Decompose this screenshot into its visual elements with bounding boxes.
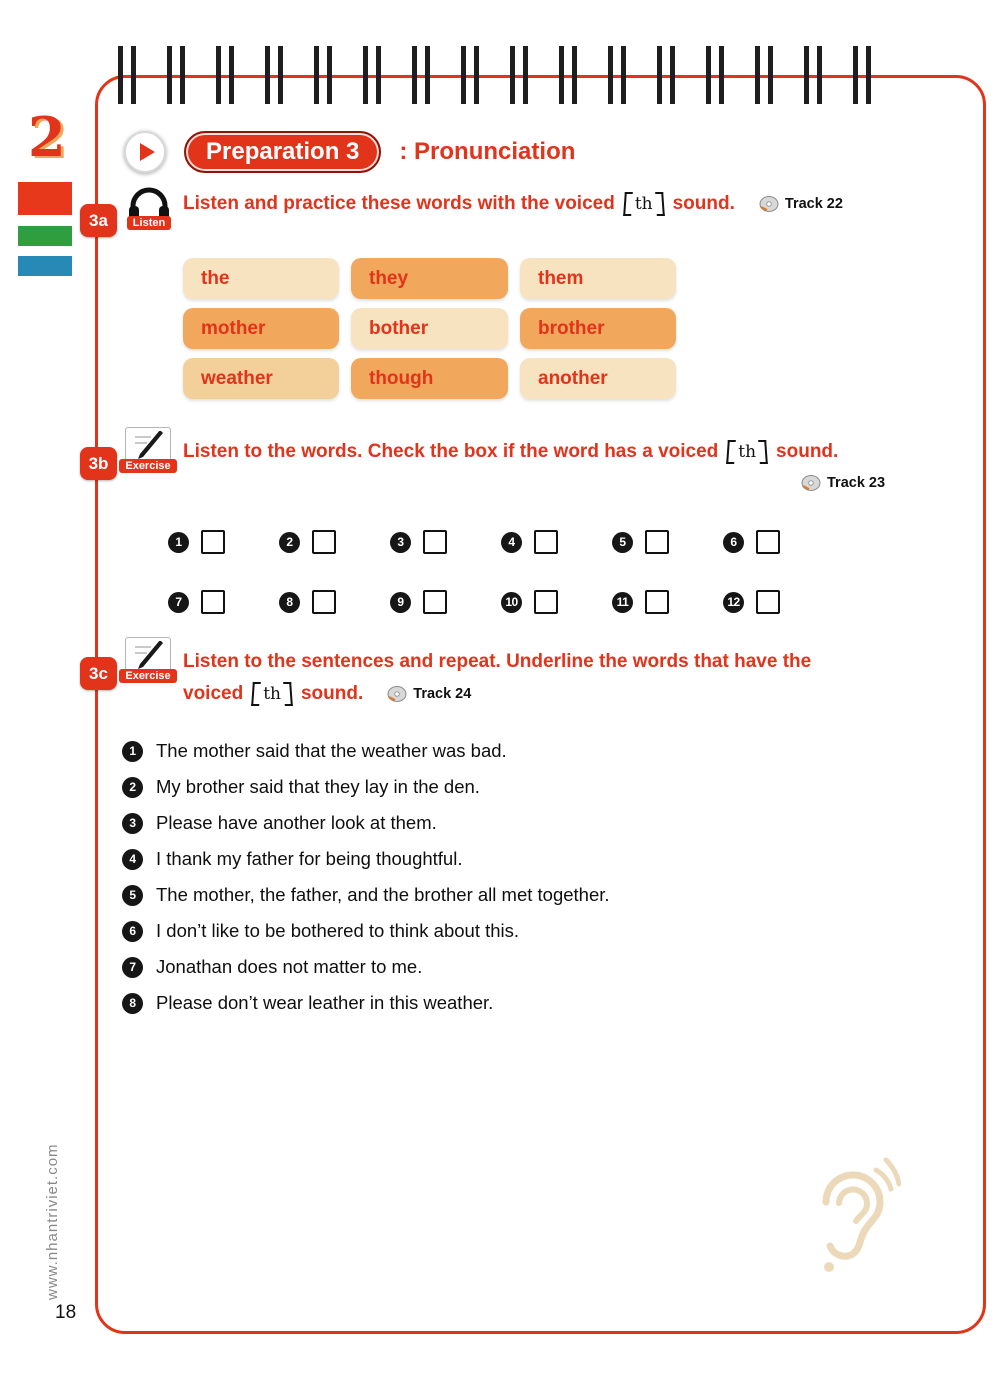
checkbox-item <box>279 530 336 554</box>
checkbox[interactable] <box>756 590 780 614</box>
bracket-right-icon <box>655 192 665 216</box>
play-button-icon[interactable] <box>124 131 166 173</box>
color-bar-red <box>18 182 72 215</box>
checkbox[interactable] <box>201 590 225 614</box>
unit-number: 2 <box>28 105 66 169</box>
checkbox-item <box>168 590 225 614</box>
sentence-text: The mother said that the weather was bad. <box>156 740 507 761</box>
bracket-right-icon <box>758 440 768 464</box>
checkbox[interactable] <box>645 530 669 554</box>
page-number: 18 <box>55 1302 77 1323</box>
instruction-3c-line2-pre: voiced <box>183 683 244 704</box>
sentence-number: 3 <box>122 813 143 834</box>
instruction-3a <box>183 192 843 216</box>
sentence-number: 8 <box>122 993 143 1014</box>
color-bar-green <box>18 226 72 246</box>
item-number: 4 <box>501 532 522 553</box>
instruction-3c-line2-post: sound. <box>300 683 364 704</box>
sentence-row <box>122 848 610 870</box>
bracket-right-icon <box>283 682 293 706</box>
sentence-text: Please have another look at them. <box>156 812 437 833</box>
checkbox-item <box>723 530 780 554</box>
sentence-number: 2 <box>122 777 143 798</box>
exercise-label-3b: Exercise <box>119 459 176 473</box>
sentence-text: I don’t like to be bothered to think about this. <box>156 920 520 941</box>
item-number: 11 <box>612 592 633 613</box>
item-number: 10 <box>501 592 522 613</box>
word-box: bother <box>351 308 508 349</box>
checkbox-row-2 <box>168 590 780 614</box>
exercise-icon-stack-3c <box>118 637 178 683</box>
instruction-3b-post: sound. <box>776 441 839 462</box>
sentence-text: My brother said that they lay in the den. <box>156 776 480 797</box>
word-box: the <box>183 258 339 299</box>
item-number: 12 <box>723 592 744 613</box>
checkbox-item <box>390 590 447 614</box>
sentence-text: The mother, the father, and the brother all met together. <box>156 884 610 905</box>
section-3a-badge: 3a <box>80 204 117 237</box>
ear-icon <box>806 1156 901 1281</box>
item-number: 5 <box>612 532 633 553</box>
th-phonetic: th <box>624 192 664 216</box>
checkbox[interactable] <box>312 530 336 554</box>
sentence-row <box>122 884 610 906</box>
sentence-text: Please don’t wear leather in this weather. <box>156 992 494 1013</box>
word-box: though <box>351 358 508 399</box>
bracket-left-icon <box>623 192 633 216</box>
sentence-row <box>122 956 610 978</box>
word-box: weather <box>183 358 339 399</box>
checkbox-item <box>168 530 225 554</box>
header <box>124 131 575 173</box>
exercise-label-3c: Exercise <box>119 669 176 683</box>
th-phonetic: th <box>727 440 767 464</box>
section-3b-badge: 3b <box>80 447 117 480</box>
instruction-3b <box>183 440 838 464</box>
page-title: : Pronunciation <box>399 138 576 165</box>
sentence-number: 4 <box>122 849 143 870</box>
track-24 <box>386 685 471 703</box>
sentence-number: 5 <box>122 885 143 906</box>
exercise-icon-stack-3b <box>118 427 178 473</box>
checkbox[interactable] <box>423 590 447 614</box>
track-24-label: Track 24 <box>413 686 472 702</box>
word-box: they <box>351 258 508 299</box>
checkbox[interactable] <box>534 590 558 614</box>
checkbox-item <box>612 530 669 554</box>
checkbox[interactable] <box>423 530 447 554</box>
word-box: them <box>520 258 676 299</box>
item-number: 9 <box>390 592 411 613</box>
instruction-3c-line1 <box>183 651 811 673</box>
word-box: another <box>520 358 676 399</box>
checkbox[interactable] <box>534 530 558 554</box>
website-url: www.nhantriviet.com <box>44 1143 61 1300</box>
instruction-3a-pre: Listen and practice these words with the voiced <box>183 193 615 214</box>
cd-icon <box>800 474 822 492</box>
instruction-3a-post: sound. <box>672 193 735 214</box>
sentence-row <box>122 776 610 798</box>
instruction-3b-pre: Listen to the words. Check the box if the word has a voiced <box>183 441 719 462</box>
checkbox-item <box>390 530 447 554</box>
sentence-list <box>122 740 610 1014</box>
checkbox[interactable] <box>756 530 780 554</box>
cd-icon <box>386 685 408 703</box>
pencil-icon <box>129 431 167 461</box>
item-number: 2 <box>279 532 300 553</box>
pencil-icon <box>129 641 167 671</box>
checkbox[interactable] <box>312 590 336 614</box>
checkbox-item <box>723 590 780 614</box>
item-number: 1 <box>168 532 189 553</box>
sentence-number: 7 <box>122 957 143 978</box>
checkbox-row-1 <box>168 530 780 554</box>
item-number: 8 <box>279 592 300 613</box>
listen-label: Listen <box>127 216 171 230</box>
listen-icon-stack <box>119 184 179 230</box>
sentence-row <box>122 992 610 1014</box>
sentence-number: 1 <box>122 741 143 762</box>
th-phonetic: th <box>252 682 292 706</box>
cd-icon <box>758 195 780 213</box>
play-triangle-icon <box>140 143 155 161</box>
sentence-text: Jonathan does not matter to me. <box>156 956 423 977</box>
word-grid <box>183 258 676 399</box>
sentence-row <box>122 740 610 762</box>
checkbox-item <box>501 590 558 614</box>
sentence-row <box>122 812 610 834</box>
item-number: 3 <box>390 532 411 553</box>
instruction-3c-line1-text: Listen to the sentences and repeat. Underline the words that have the <box>183 651 812 672</box>
track-23-label: Track 23 <box>827 475 886 491</box>
word-box: brother <box>520 308 676 349</box>
item-number: 6 <box>723 532 744 553</box>
checkbox[interactable] <box>645 590 669 614</box>
section-3c-badge: 3c <box>80 657 117 690</box>
word-box: mother <box>183 308 339 349</box>
preparation-badge: Preparation 3 <box>184 131 381 173</box>
item-number: 7 <box>168 592 189 613</box>
track-23 <box>800 474 885 492</box>
instruction-3c-line2 <box>183 682 471 706</box>
checkbox[interactable] <box>201 530 225 554</box>
checkbox-item <box>279 590 336 614</box>
checkbox-item <box>501 530 558 554</box>
sentence-row <box>122 920 610 942</box>
track-22 <box>758 195 843 213</box>
color-bar-blue <box>18 256 72 276</box>
track-22-label: Track 22 <box>784 196 843 212</box>
checkbox-item <box>612 590 669 614</box>
sentence-text: I thank my father for being thoughtful. <box>156 848 463 869</box>
sentence-number: 6 <box>122 921 143 942</box>
